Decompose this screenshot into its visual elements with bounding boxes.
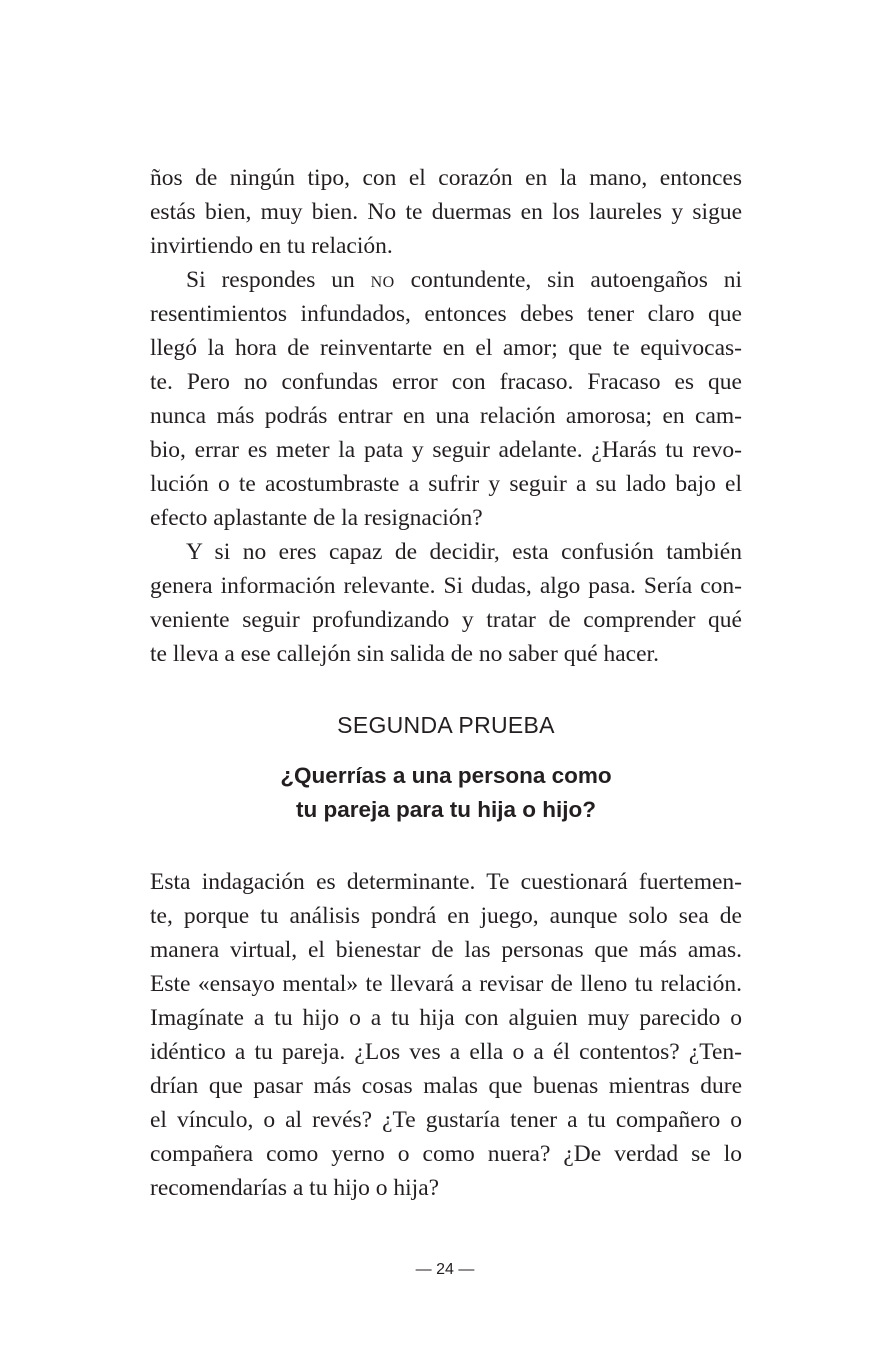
- text-run: contundente, sin autoengaños ni: [394, 267, 742, 293]
- text-line: genera información relevante. Si dudas, algo pasa. Sería con-: [150, 573, 742, 599]
- text-line: te. Pero no confundas error con fracaso. Fracaso es que: [150, 369, 742, 395]
- text-line: manera virtual, el bienestar de las personas que más amas.: [150, 937, 742, 963]
- text-line: drían que pasar más cosas malas que buenas mientras dure: [150, 1073, 742, 1099]
- text-line: [150, 263, 742, 297]
- body-text-bottom: [150, 865, 742, 1205]
- text-line: idéntico a tu pareja. ¿Los ves a ella o a él contentos? ¿Ten-: [150, 1039, 742, 1065]
- text-line: compañera como yerno o como nuera? ¿De verdad se lo: [150, 1141, 742, 1167]
- section-title-line: ¿Querrías a una persona como: [280, 763, 612, 788]
- text-line: te, porque tu análisis pondrá en juego, aunque solo sea de: [150, 903, 742, 929]
- text-line: te lleva a ese callejón sin salida de no saber qué hacer.: [150, 641, 659, 667]
- section-label: SEGUNDA PRUEBA: [337, 712, 555, 738]
- text-line: llegó la hora de reinventarte en el amor; que te equivocas-: [150, 335, 742, 361]
- text-line: ños de ningún tipo, con el corazón en la mano, entonces: [150, 165, 742, 191]
- text-line: invirtiendo en tu relación.: [150, 233, 393, 259]
- small-caps-word: no: [370, 267, 395, 293]
- page-number: — 24 —: [415, 1261, 475, 1278]
- text-line: estás bien, muy bien. No te duermas en los laureles y sigue: [150, 199, 742, 225]
- text-line: Este «ensayo mental» te llevará a revisar de lleno tu relación.: [150, 971, 742, 997]
- text-line: efecto aplastante de la resignación?: [150, 505, 483, 531]
- text-line: veniente seguir profundizando y tratar de comprender qué: [150, 607, 742, 633]
- text-line: el vínculo, o al revés? ¿Te gustaría tener a tu compañero o: [150, 1107, 742, 1133]
- body-text-top: [150, 161, 742, 671]
- text-line: Esta indagación es determinante. Te cuestionará fuertemen-: [150, 869, 742, 895]
- text-line: Imagínate a tu hijo o a tu hija con alguien muy parecido o: [150, 1005, 742, 1031]
- text-line: lución o te acostumbraste a sufrir y seguir a su lado bajo el: [150, 471, 742, 497]
- text-line: resentimientos infundados, entonces debes tener claro que: [150, 301, 742, 327]
- text-line: bio, errar es meter la pata y seguir adelante. ¿Harás tu revo-: [150, 437, 742, 463]
- section-title: [150, 759, 742, 827]
- text-line: nunca más podrás entrar en una relación amorosa; en cam-: [150, 403, 742, 429]
- section-title-line: tu pareja para tu hija o hijo?: [295, 797, 597, 822]
- text-line: Y si no eres capaz de decidir, esta confusión también: [186, 539, 742, 565]
- text-run: Si respondes un: [186, 267, 371, 293]
- text-line: recomendarías a tu hijo o hija?: [150, 1175, 440, 1201]
